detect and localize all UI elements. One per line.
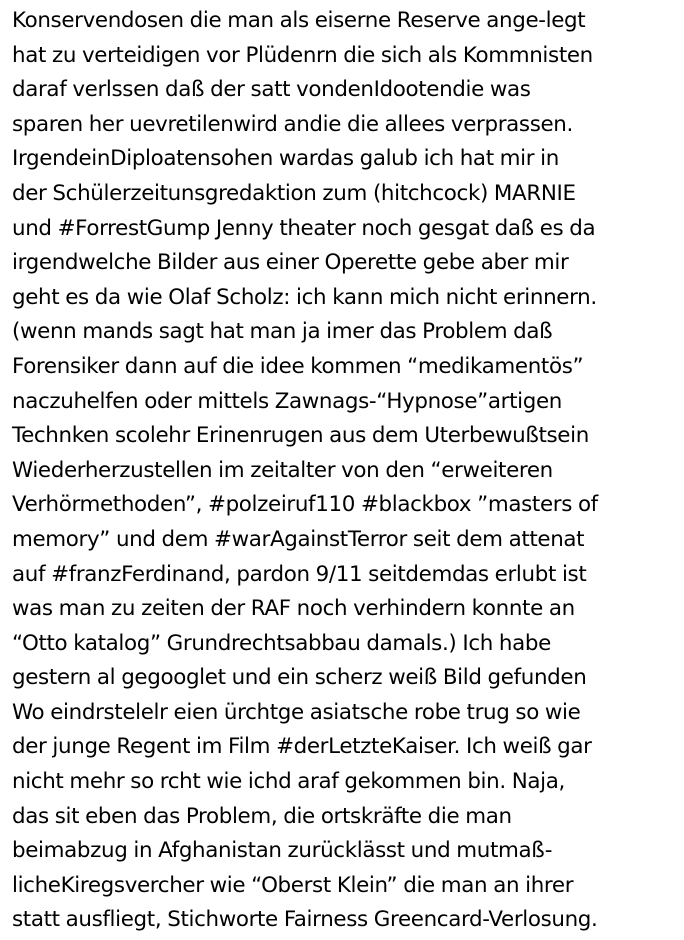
text-line: der junge Regent im Film #derLetzteKaiser. Ich weiß gar xyxy=(12,734,592,760)
text-line: Wiederherzustellen im zeitalter von den “erweiteren xyxy=(12,457,553,483)
text-line: “Otto katalog” Grundrechtsabbau damals.) Ich habe xyxy=(12,630,551,656)
text-line: statt ausfliegt, Stichworte Fairness Greencard-Verlosung. xyxy=(12,907,598,933)
text-line: das sit eben das Problem, die ortskräfte die man xyxy=(12,803,512,829)
text-line: Forensiker dann auf die idee kommen “medikamentös” xyxy=(12,353,584,379)
text-line: IrgendeinDiploatensohen wardas galub ich hat mir in xyxy=(12,146,559,172)
text-line: memory” und dem #warAgainstTerror seit dem attenat xyxy=(12,526,585,552)
text-line: licheKiregsvercher wie “Oberst Klein” die man an ihrer xyxy=(12,872,574,898)
text-line: Technken scolehr Erinenrugen aus dem Uterbewußtsein xyxy=(12,423,589,449)
text-line: hat zu verteidigen vor Plüdenrn die sich als Kommnisten xyxy=(12,42,593,68)
text-line: beimabzug in Afghanistan zurücklässt und mutmaß- xyxy=(12,838,553,864)
text-line: (wenn mands sagt hat man ja imer das Problem daß xyxy=(12,319,553,345)
text-line: sparen her uevretilenwird andie die allees verprassen. xyxy=(12,111,573,137)
text-line: naczuhelfen oder mittels Zawnags-“Hypnose”artigen xyxy=(12,388,562,414)
text-line: auf #franzFerdinand, pardon 9/11 seitdemdas erlubt ist xyxy=(12,561,587,587)
text-line: daraf verlssen daß der satt vondenIdootendie was xyxy=(12,77,531,103)
text-line: nicht mehr so rcht wie ichd araf gekommen bin. Naja, xyxy=(12,769,565,795)
text-line: geht es da wie Olaf Scholz: ich kann mich nicht erinnern. xyxy=(12,284,597,310)
text-line: was man zu zeiten der RAF noch verhindern konnte an xyxy=(12,596,575,622)
text-line: der Schülerzeitunsgredaktion zum (hitchcock) MARNIE xyxy=(12,180,576,206)
text-line: Verhörmethoden”, #polzeiruf110 #blackbox ”masters of xyxy=(12,492,598,518)
text-line: Konservendosen die man als eiserne Reserve ange-legt xyxy=(12,8,586,33)
text-line: gestern al gegooglet und ein scherz weiß Bild gefunden xyxy=(12,665,587,691)
text-line: und #ForrestGump Jenny theater noch gesgat daß es da xyxy=(12,215,596,241)
text-line: Wo eindrstelelr eien ürchtge asiatsche robe trug so wie xyxy=(12,699,581,725)
text-block xyxy=(12,4,680,938)
text-line: irgendwelche Bilder aus einer Operette gebe aber mir xyxy=(12,250,569,276)
